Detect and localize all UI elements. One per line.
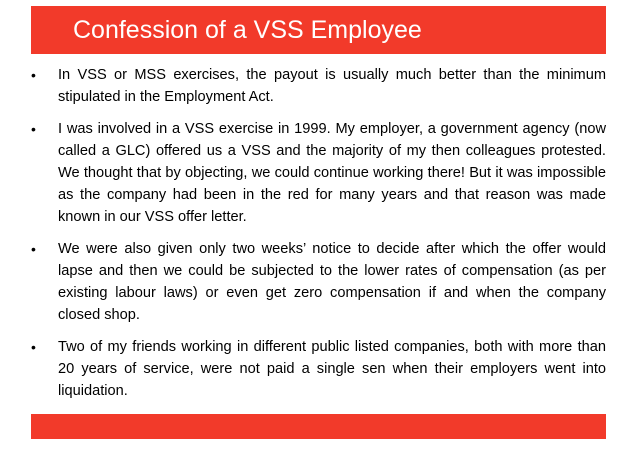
bullet-text: In VSS or MSS exercises, the payout is usually much better than the minimum stipulated in the Employment Act. [58, 67, 606, 105]
bullet-list [31, 64, 606, 412]
title-bar [31, 6, 606, 54]
footer-bar [31, 414, 606, 439]
bullet-icon: • [31, 121, 36, 137]
bullet-item [31, 336, 606, 402]
slide-title: Confession of a VSS Employee [73, 16, 422, 44]
bullet-icon: • [31, 339, 36, 355]
bullet-item [31, 64, 606, 108]
bullet-item [31, 118, 606, 228]
bullet-item [31, 238, 606, 326]
bullet-icon: • [31, 67, 36, 83]
bullet-text: We were also given only two weeks’ notice to decide after which the offer would lapse and then we could be subjected to the lower rates of compensation (as per existing labour laws) or even get zero compensation if and when the company closed shop. [58, 241, 606, 323]
bullet-icon: • [31, 241, 36, 257]
bullet-text: I was involved in a VSS exercise in 1999. My employer, a government agency (now called a GLC) offered us a VSS and the majority of my then colleagues protested. We thought that by objecting, we could continue working there! But it was impossible as the company had been in the red for many years and that reason was made known in our VSS offer letter. [58, 121, 606, 225]
bullet-text: Two of my friends working in different public listed companies, both with more than 20 years of service, were not paid a single sen when their employers went into liquidation. [58, 339, 606, 399]
